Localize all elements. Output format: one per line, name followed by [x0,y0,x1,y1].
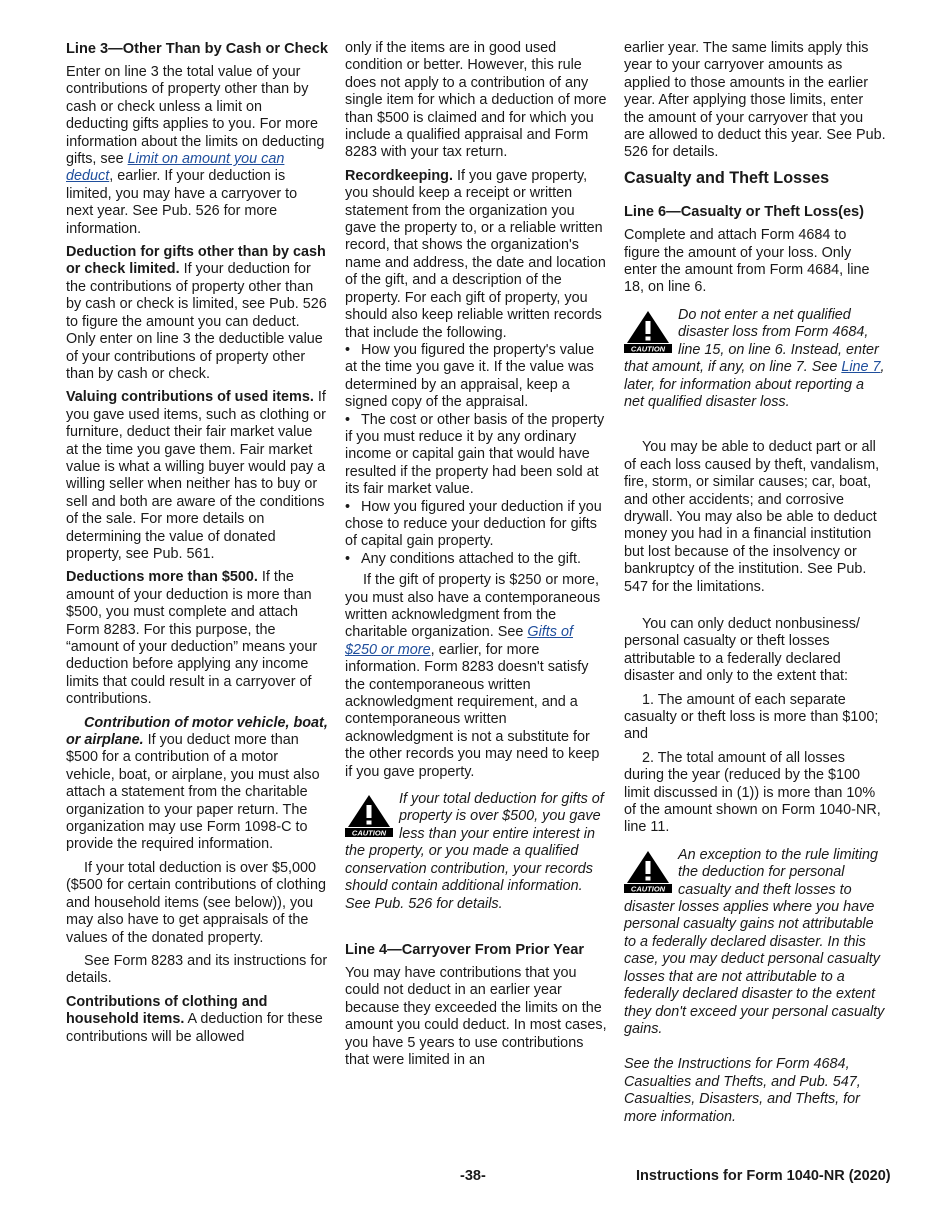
paragraph: You may be able to deduct part or all of each loss caused by theft, vandalism, fire, storm, or similar causes; car, boat, and other accidents; and corrosive drywall. You may also be able to deduct money you had in a financial institution but lost because of the insolvency or bankruptcy of the institution. See Pub. 547 for the limitations. [624,439,880,595]
paragraph: You can only deduct nonbusiness/ personal casualty or theft losses attributable to a federally declared disaster and only to the extent that: [624,615,860,685]
caution-note: CAUTION If your total deduction for gifts of property is over $500, you gave less than your entire interest in the property, or you made a qualified conservation contribution, your records should contain additional information. See Pub. 526 for details. [345,791,604,912]
lead-heading-recordkeeping: Recordkeeping. [345,167,453,184]
paragraph: only if the items are in good used condition or better. However, this rule does not apply to a contribution of any single item for which a deduction of more than $500 is claimed and for which you include a qualified appraisal and Form 8283 with your tax return. [345,40,607,161]
lead-heading-motor-vehicle: Contribution of motor vehicle, boat, or airplane. [66,714,328,749]
column-3 [624,40,886,1132]
footer-title: Instructions for Form 1040-NR (2020) [636,1168,891,1184]
paragraph: If the gift of property is $250 or more, you must also have a contemporaneous written acknowledgment from the charitable organization. See Gifts of $250 or more, earlier, for more information. Form 8283 doesn't satisfy the contemporaneous written acknowledgment requirement, and a contemporaneous written acknowledgment is not a substitute for the other records you may need to keep if you gave property. [345,572,601,780]
lead-heading-clothing: Contributions of clothing and household items. [66,993,268,1028]
svg-text:CAUTION: CAUTION [351,828,387,838]
heading-casualty-theft: Casualty and Theft Losses [624,168,830,187]
paragraph: See the Instructions for Form 4684, Casualties and Thefts, and Pub. 547, Casualties, Disasters, and Thefts, for more information. [624,1056,861,1125]
paragraph: You may have contributions that you could not deduct in an earlier year because they exceeded the limits on the amount you could deduct. In most cases, you have 5 years to use contributions that were limited in an [345,964,607,1068]
heading-line6: Line 6—Casualty or Theft Loss(es) [624,204,865,221]
column-1 [66,40,328,1052]
paragraph: See Form 8283 and its instructions for details. [66,952,328,987]
column-2 [345,40,607,1075]
bullet-icon: • [345,498,351,515]
bullet-icon: • [345,341,351,358]
heading-line4: Line 4—Carryover From Prior Year [345,941,585,958]
link-gifts-250[interactable]: Gifts of $250 or more [345,624,573,658]
heading-line3: Line 3—Other Than by Cash or Check [66,41,328,57]
svg-text:CAUTION: CAUTION [630,344,666,353]
paragraph: Deduction for gifts other than by cash or check limited. If your deduction for the contributions of property other than by cash or check is limited, see Pub. 526 to figure the amount you can deduct. Only enter on line 3 the deductible value of your contributions of property other than by cash or check. [66,244,327,382]
numbered-item: 2. The total amount of all losses during the year (reduced by the $100 limit discussed in (1)) is more than 10% of the amount shown on Form 1040-NR, line 11. [624,749,881,836]
paragraph: earlier year. The same limits apply this year to your carryover amounts as applied to those amounts in the earlier year. After applying those limits, enter the amount of your carryover that you are allowed to deduct this year. See Pub. 526 for details. [624,40,886,161]
caution-icon [345,793,393,837]
lead-heading-more-500: Deductions more than $500. [66,569,258,586]
page-number: -38- [460,1168,486,1184]
bullet-icon: • [345,411,351,428]
paragraph: If your total deduction is over $5,000 ($500 for certain contributions of clothing and household items (see below)), you may also have to get appraisals of the values of the donated property. [66,859,326,946]
lead-heading-used-items: Valuing contributions of used items. [66,389,314,406]
paragraph: Contributions of clothing and household items. A deduction for these contributions will be allowed [66,993,323,1045]
caution-note: CAUTION An exception to the rule limiting the deduction for personal casualty and theft losses to disaster losses applies where you have personal casualty gains not attributable to a federally declared disaster. In this case, you may deduct personal casualty losses that are not attributable to a federally declared disaster to the extent they don't exceed your personal casualty gains. [624,846,885,1037]
paragraph: Complete and attach Form 4684 to figure the amount of your loss. Only enter the amount from Form 4684, line 18, on line 6. [624,227,870,296]
numbered-item: 1. The amount of each separate casualty or theft loss is more than $100; and [624,691,879,743]
paragraph: Recordkeeping. If you gave property, you should keep a receipt or written statement from the organization you gave the property to, or a reliable written record, that shows the organization's name and address, the date and location of the gift, and a description of the property. For each gift of property, you should also keep reliable written records that include the following. [345,167,606,341]
paragraph: Enter on line 3 the total value of your contributions of property other than by cash or check unless a limit on deducting gifts applies to you. For more information about the limits on deducting gifts, see Limit on amount you can deduct, earlier. If your deduction is limited, you may have a carryover to next year. See Pub. 526 for more information. [66,64,325,237]
paragraph: Contribution of motor vehicle, boat, or airplane. If you deduct more than $500 for a contribution of a motor vehicle, boat, or airplane, you must also attach a statement from the charitable organization to your paper return. The organization may use Form 1098-C to provide the required information. [66,714,328,853]
caution-icon [624,849,672,893]
bullet-item: • The cost or other basis of the property if you must reduce it by any ordinary income or capital gain that would have resulted if the property had been sold at its fair market value. [345,411,605,498]
lead-heading-gifts-limited: Deduction for gifts other than by cash or check limited. [66,244,326,278]
caution-icon [624,309,672,353]
caution-note: CAUTION Do not enter a net qualified disaster loss from Form 4684, line 15, on line 6. Instead, enter that amount, if any, on line 7. See Line 7, later, for information about reporting a net qualified disaster loss. [624,306,885,410]
link-line-7[interactable]: Line 7 [841,359,881,376]
link-limit-on-amount[interactable]: Limit on amount you can deduct [66,151,285,185]
paragraph: Deductions more than $500. If the amount of your deduction is more than $500, you must complete and attach Form 8283. For this purpose, the “amount of your deduction” means your deduction before applying any income limits that could result in a carryover of contributions. [66,569,318,708]
bullet-item: • How you figured the property's value at the time you gave it. If the value was determined by an appraisal, keep a signed copy of the appraisal. [345,341,595,411]
svg-text:CAUTION: CAUTION [630,884,666,893]
bullet-icon: • [345,550,351,567]
bullet-item: • Any conditions attached to the gift. [345,550,581,567]
bullet-item: • How you figured your deduction if you chose to reduce your deduction for gifts of capital gain property. [345,498,602,550]
paragraph: Valuing contributions of used items. If you gave used items, such as clothing or furniture, deduct their fair market value at the time you gave them. Fair market value is what a willing buyer would pay a willing seller when neither has to buy or sell and both are aware of the conditions of the sale. For more details on determining the value of donated property, see Pub. 561. [66,389,326,562]
